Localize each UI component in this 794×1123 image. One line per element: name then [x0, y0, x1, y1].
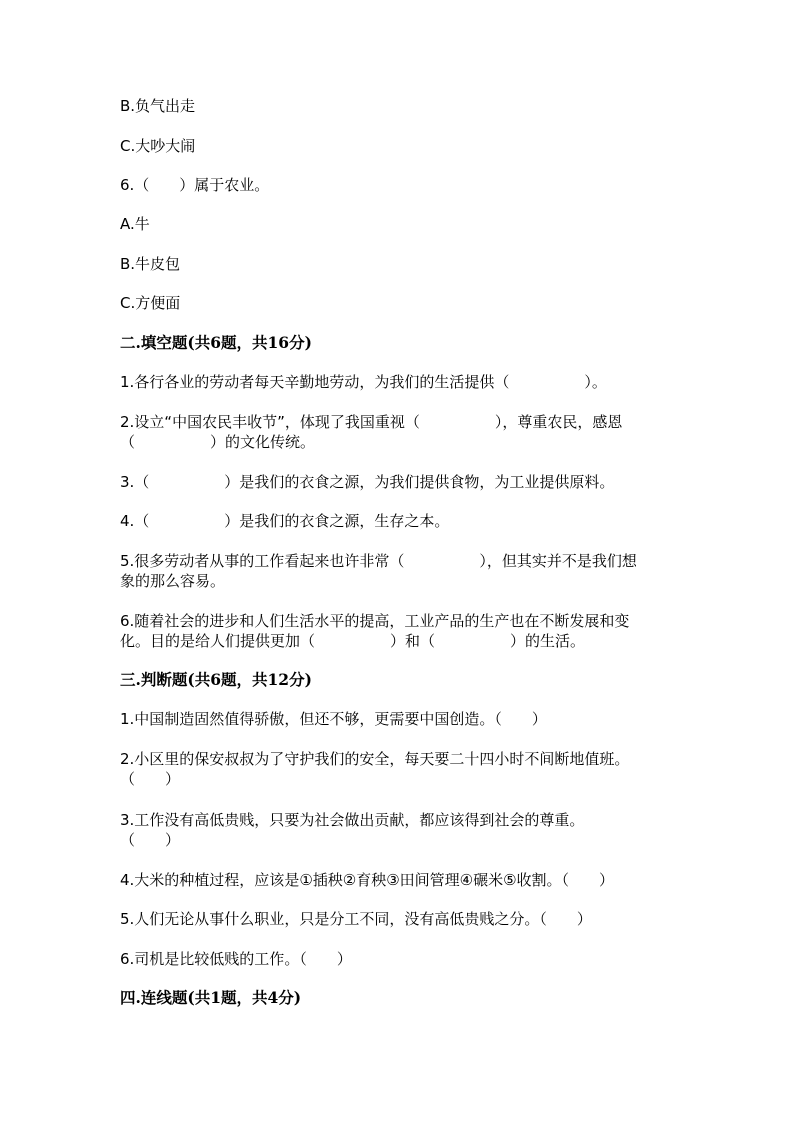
q6-stem: 6.（ ）属于农业。	[120, 176, 270, 194]
judge-q2-line2: （ ）	[120, 770, 181, 788]
section-heading-matching: 四.连线题(共1题，共4分)	[120, 988, 302, 1007]
section-heading-judge: 三.判断题(共6题，共12分)	[120, 670, 312, 689]
fill-q4-line1: 4.（ ）是我们的衣食之源，生存之本。	[120, 512, 450, 530]
fill-q5-line1: 5.很多劳动者从事的工作看起来也许非常（ ），但其实并不是我们想	[120, 552, 637, 570]
judge-q1-line1: 1.中国制造固然值得骄傲，但还不够，更需要中国创造。（ ）	[120, 710, 547, 728]
fill-q1-line1: 1.各行各业的劳动者每天辛勤地劳动，为我们的生活提供（ ）。	[120, 373, 607, 391]
fill-q3-line1: 3.（ ）是我们的衣食之源，为我们提供食物，为工业提供原料。	[120, 473, 615, 491]
q6-option-b: B.牛皮包	[120, 255, 181, 273]
q6-option-a: A.牛	[120, 215, 150, 233]
judge-q4-line1: 4.大米的种植过程，应该是①插秧②育秧③田间管理④碾米⑤收割。（ ）	[120, 871, 615, 889]
judge-q3-line1: 3.工作没有高低贵贱，只要为社会做出贡献，都应该得到社会的尊重。	[120, 811, 585, 829]
judge-q5-line1: 5.人们无论从事什么职业，只是分工不同，没有高低贵贱之分。（ ）	[120, 910, 592, 928]
q6-option-c: C.方便面	[120, 294, 181, 312]
fill-q5-line2: 象的那么容易。	[120, 572, 226, 590]
fill-q2-line2: （ ）的文化传统。	[120, 433, 316, 451]
fill-q6-line2: 化。目的是给人们提供更加（ ）和（ ）的生活。	[120, 632, 586, 650]
fill-q6-line1: 6.随着社会的进步和人们生活水平的提高，工业产品的生产也在不断发展和变	[120, 612, 630, 630]
fill-q2-line1: 2.设立“中国农民丰收节”，体现了我国重视（ ），尊重农民，感恩	[120, 413, 623, 431]
judge-q2-line1: 2.小区里的保安叔叔为了守护我们的安全，每天要二十四小时不间断地值班。	[120, 750, 630, 768]
section-heading-fill-blank: 二.填空题(共6题，共16分)	[120, 333, 312, 352]
q5-option-b: B.负气出走	[120, 97, 196, 115]
q5-option-c: C.大吵大闹	[120, 137, 196, 155]
judge-q6-line1: 6.司机是比较低贱的工作。（ ）	[120, 950, 352, 968]
judge-q3-line2: （ ）	[120, 831, 181, 849]
